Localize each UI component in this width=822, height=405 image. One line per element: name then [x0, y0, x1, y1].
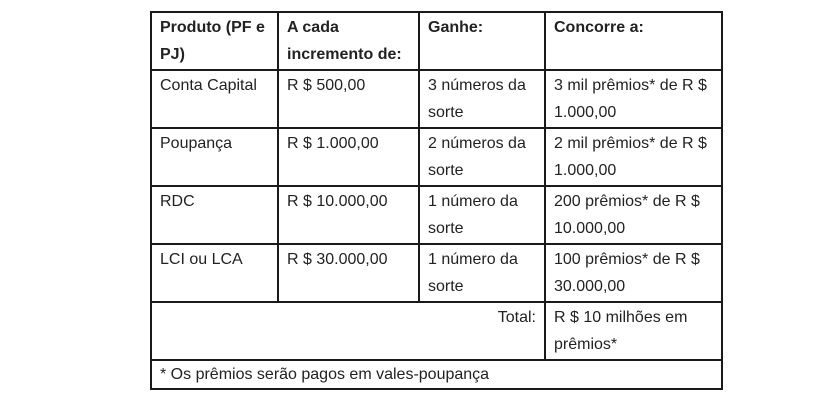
cell-incremento: R $ 1.000,00	[278, 128, 419, 186]
prize-table	[150, 11, 723, 390]
cell-concorre: 2 mil prêmios* de R $ 1.000,00	[545, 128, 722, 186]
cell-produto: Conta Capital	[151, 70, 278, 128]
footnote: * Os prêmios serão pagos em vales-poupança	[151, 360, 722, 389]
total-label: Total:	[151, 302, 545, 360]
cell-ganhe: 3 números da sorte	[419, 70, 545, 128]
table-row	[151, 244, 722, 302]
cell-produto: RDC	[151, 186, 278, 244]
cell-concorre: 3 mil prêmios* de R $ 1.000,00	[545, 70, 722, 128]
table-row	[151, 186, 722, 244]
total-value: R $ 10 milhões em prêmios*	[545, 302, 722, 360]
cell-ganhe: 1 número da sorte	[419, 186, 545, 244]
total-row	[151, 302, 722, 360]
header-incremento: A cada incremento de:	[278, 12, 419, 70]
cell-ganhe: 1 número da sorte	[419, 244, 545, 302]
cell-incremento: R $ 10.000,00	[278, 186, 419, 244]
cell-incremento: R $ 30.000,00	[278, 244, 419, 302]
header-produto: Produto (PF e PJ)	[151, 12, 278, 70]
footnote-row	[151, 360, 722, 389]
table-row	[151, 70, 722, 128]
cell-produto: Poupança	[151, 128, 278, 186]
cell-produto: LCI ou LCA	[151, 244, 278, 302]
table-header-row	[151, 12, 722, 70]
table-row	[151, 128, 722, 186]
cell-ganhe: 2 números da sorte	[419, 128, 545, 186]
header-concorre: Concorre a:	[545, 12, 722, 70]
header-ganhe: Ganhe:	[419, 12, 545, 70]
prize-table-container	[150, 11, 721, 390]
cell-concorre: 200 prêmios* de R $ 10.000,00	[545, 186, 722, 244]
cell-incremento: R $ 500,00	[278, 70, 419, 128]
cell-concorre: 100 prêmios* de R $ 30.000,00	[545, 244, 722, 302]
